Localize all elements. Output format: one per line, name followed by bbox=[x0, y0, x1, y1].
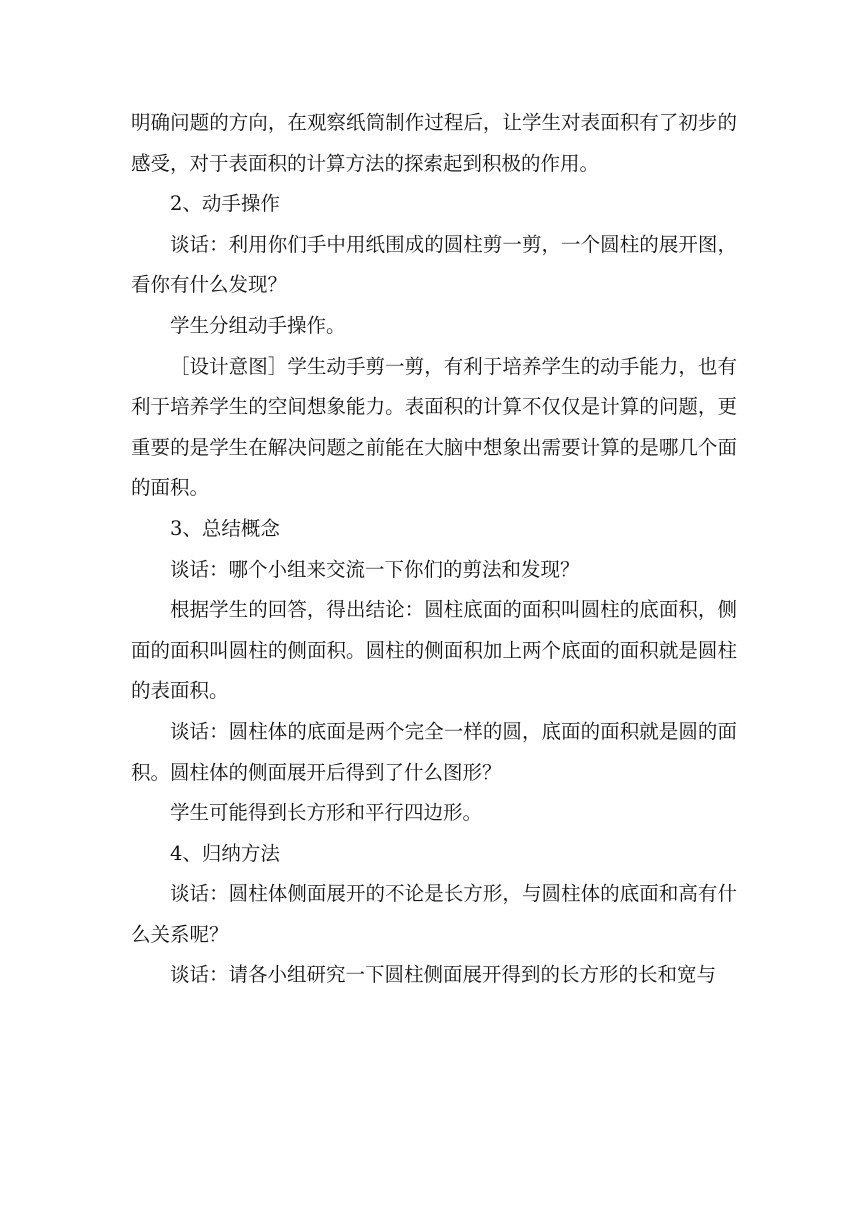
paragraph: 学生分组动手操作。 bbox=[170, 313, 346, 337]
paragraph: 谈话：利用你们手中用纸围成的圆柱剪一剪，一个圆柱的展开图，看你有什么发现？ bbox=[131, 232, 737, 297]
section-heading: 4、归纳方法 bbox=[170, 841, 280, 865]
paragraph: 根据学生的回答，得出结论：圆柱底面的面积叫圆柱的底面积，侧面的面积叫圆柱的侧面积。圆柱的侧面积加上两个底面的面积就是圆柱的表面积。 bbox=[131, 598, 737, 703]
paragraph: 学生可能得到长方形和平行四边形。 bbox=[170, 801, 483, 825]
paragraph: 谈话：圆柱体侧面展开的不论是长方形，与圆柱体的底面和高有什么关系呢？ bbox=[131, 882, 737, 946]
section-heading: 3、总结概念 bbox=[170, 516, 280, 540]
paragraph: 明确问题的方向，在观察纸筒制作过程后，让学生对表面积有了初步的感受，对于表面积的计算方法的探索起到积极的作用。 bbox=[131, 111, 737, 175]
paragraph: 谈话：圆柱体的底面是两个完全一样的圆，底面的面积就是圆的面积。圆柱体的侧面展开后得到了什么图形？ bbox=[131, 719, 737, 784]
section-heading: 2、动手操作 bbox=[170, 192, 280, 216]
document-body bbox=[131, 103, 737, 996]
paragraph: 谈话：哪个小组来交流一下你们的剪法和发现？ bbox=[170, 557, 580, 581]
paragraph: 谈话：请各小组研究一下圆柱侧面展开得到的长方形的长和宽与 bbox=[170, 963, 717, 987]
paragraph: ［设计意图］学生动手剪一剪，有利于培养学生的动手能力，也有利于培养学生的空间想象能力。表面积的计算不仅仅是计算的问题，更重要的是学生在解决问题之前能在大脑中想象出需要计算的是哪几个面的面积。 bbox=[131, 354, 737, 500]
